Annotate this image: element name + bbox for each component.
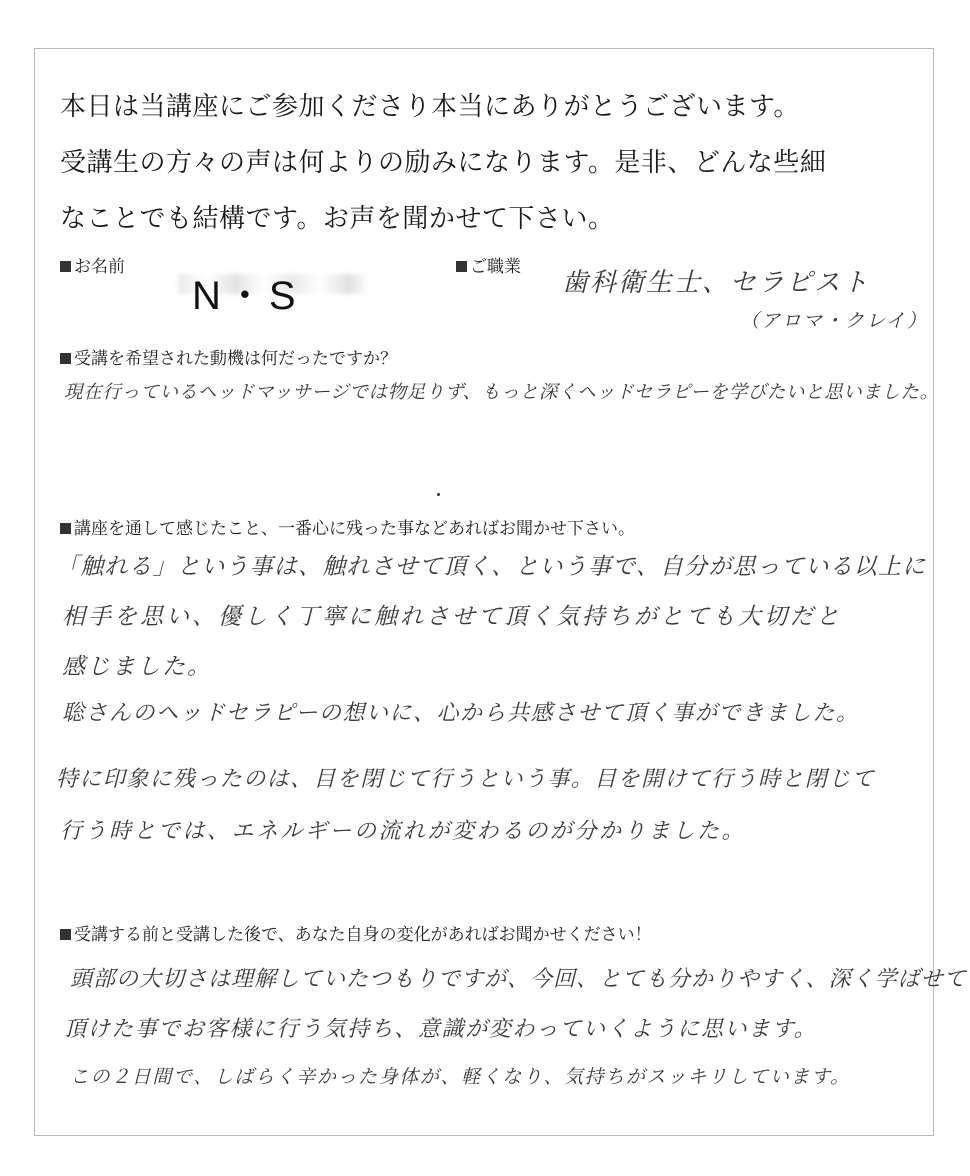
impression-label: 講座を通して感じたこと、一番心に残った事などあればお聞かせ下さい。 (60, 514, 635, 539)
impression-line: 相手を思い、優しく丁寧に触れさせて頂く気持ちがとても大切だと (62, 604, 842, 630)
impression-line: 行う時とでは、エネルギーの流れが変わるのが分かりました。 (60, 819, 747, 844)
impression-line: 「触れる」という事は、触れさせて頂く、という事で、自分が思っている以上に (56, 554, 927, 580)
impression-line: 聡さんのヘッドセラピーの想いに、心から共感させて頂く事ができました。 (62, 701, 860, 726)
intro-line-2: 受講生の方々の声は何よりの励みになります。是非、どんな些細 (60, 148, 827, 178)
motivation-answer: 現在行っているヘッドマッサージでは物足りず、もっと深くヘッドセラピーを学びたいと思いました。 (64, 382, 939, 403)
stray-dot (437, 493, 440, 496)
change-label: 受講する前と受講した後で、あなた自身の変化があればお聞かせください！ (60, 920, 652, 945)
change-line: 頭部の大切さは理解していたつもりですが、今回、とても分かりやすく、深く学ばせて (70, 967, 967, 992)
change-line: この２日間で、しばらく辛かった身体が、軽くなり、気持ちがスッキリしています。 (70, 1066, 851, 1088)
square-bullet-icon (60, 929, 71, 940)
square-bullet-icon (60, 261, 71, 272)
motivation-label: 受講を希望された動機は何だったですか？ (60, 344, 397, 369)
square-bullet-icon (60, 353, 71, 364)
impression-line: 感じました。 (62, 654, 212, 680)
square-bullet-icon (60, 523, 71, 534)
occupation-value-detail: （アロマ・クレイ） (740, 310, 929, 332)
name-field (178, 262, 368, 318)
name-label: お名前 (60, 252, 125, 277)
square-bullet-icon (456, 261, 467, 272)
intro-line-3: なことでも結構です。お声を聞かせて下さい。 (60, 204, 615, 234)
name-value: N・S (192, 274, 300, 318)
intro-line-1: 本日は当講座にご参加くださり本当にありがとうございます。 (60, 92, 800, 122)
impression-line: 特に印象に残ったのは、目を閉じて行うという事。目を開けて行う時と閉じて (56, 767, 876, 792)
occupation-label: ご職業 (456, 252, 521, 277)
occupation-value: 歯科衛生士、セラピスト (562, 268, 871, 298)
change-line: 頂けた事でお客様に行う気持ち、意識が変わっていくように思います。 (64, 1017, 818, 1042)
